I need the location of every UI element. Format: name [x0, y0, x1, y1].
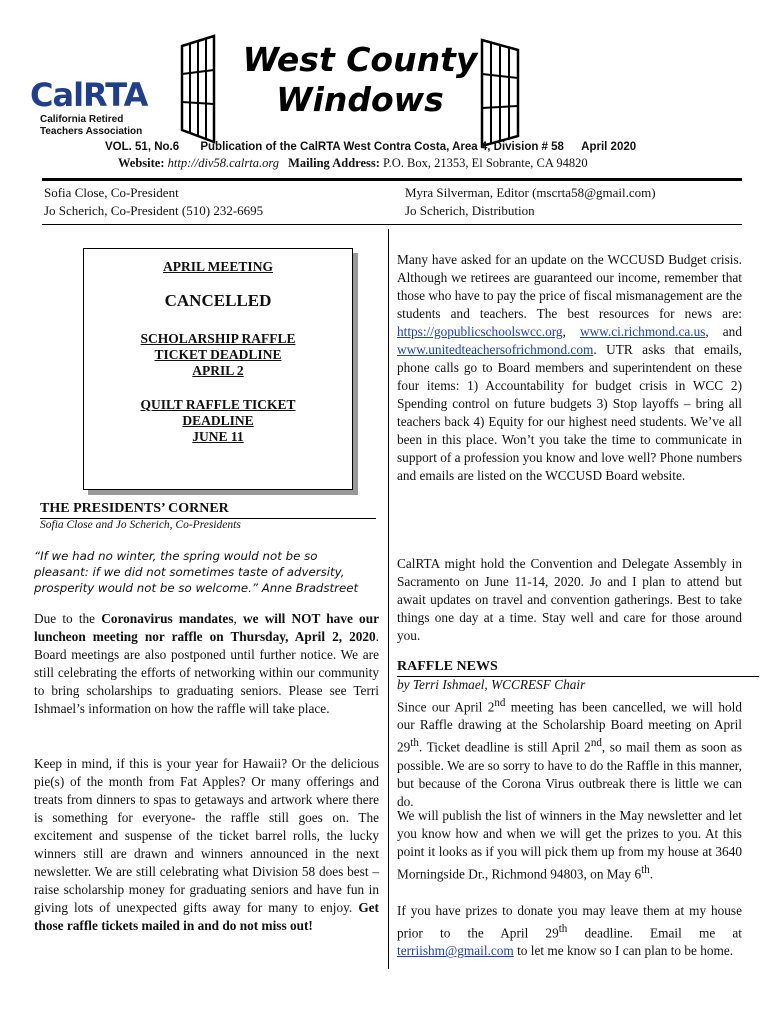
logo-name: CalRTA	[30, 76, 148, 114]
mailing-label: Mailing Address:	[288, 156, 380, 170]
quote-line-1: “If we had no winter, the spring would not be so	[34, 549, 318, 563]
window-left-icon	[180, 34, 216, 144]
email-link[interactable]: terriishm@gmail.com	[397, 943, 514, 959]
logo-subtitle-1: California Retired	[40, 114, 124, 125]
presidents-corner-heading: THE PRESIDENTS’ CORNER	[40, 501, 229, 516]
website-link[interactable]: http://div58.calrta.org	[167, 156, 279, 170]
presidents-byline: Sofia Close and Jo Scherich, Co-Presidents	[40, 519, 241, 531]
header-rule	[42, 178, 742, 181]
presidents-paragraph-2: Keep in mind, if this is your year for Hawaii? Or the delicious pie(s) of the month from Fat Apples? Or many offerings and treats from dinners to spas to getaways and artwork where there is something for everyone- the raffle still goes on. The excitement and suspense of the ticket barrel rolls, the lucky winners still are drawn and winners announced in the next newsletter. We are still celebrating what Division 58 does best – raise scholarship money for graduating seniors and have fun in giving lots of unexpected gifts away for many to enjoy. Get those raffle tickets mailed in and do not miss out!	[34, 756, 379, 933]
raffle-paragraph-3: If you have prizes to donate you may leave them at my house prior to the April 29th deadline. Email me at terriishm@gmail.com to let me know so I can plan to be home.	[397, 903, 742, 959]
title-line-1: West County	[242, 40, 478, 79]
quilt-raffle-line-3: JUNE 11	[192, 429, 244, 444]
title-line-2: Windows	[276, 80, 444, 119]
volume-line	[105, 141, 636, 153]
budget-paragraph: Many have asked for an update on the WCCUSD Budget crisis. Although we retirees are guaranteed our income, remember that those who have to pay the price of fiscal mismanagement are the students and teachers. The best resources for news are: https://gopublicschoolswcc.org, www.ci.richmond.ca.us, and www.unitedteachersofrichmond.com. UTR asks that emails, phone calls go to Board members and superintendent on these four items: 1) Accountability for budget crisis in WCC 2) Spending control on future budgets 3) Stop layoffs – bring all teachers back 4) Equity for our highest need students. We’ve all been in this place. Won’t you take the time to communicate in support of a profession you know and love well? Phone numbers and emails are listed on the WCCUSD Board website.	[397, 252, 742, 483]
link-gopublicschools[interactable]: https://gopublicschoolswcc.org	[397, 324, 563, 339]
link-richmond[interactable]: www.ci.richmond.ca.us	[579, 324, 706, 339]
staff-co-president-1: Sofia Close, Co-President	[44, 185, 179, 200]
raffle-paragraph-1: Since our April 2nd meeting has been cancelled, we will hold our Raffle drawing at the Scholarship Board meeting on April 29th. Ticket deadline is still April 2nd, so mail them as soon as possible. We are so sorry to have to do the Raffle in this manner, but because of the Corona Virus outbreak there is little we can do.	[397, 697, 742, 809]
staff-distribution: Jo Scherich, Distribution	[405, 203, 535, 218]
website-label: Website:	[118, 156, 165, 170]
quilt-raffle-line-2: DEADLINE	[182, 413, 254, 428]
publication-info: Publication of the CalRTA West Contra Costa, Area 4, Division # 58	[200, 141, 564, 153]
scholarship-raffle-line-2: TICKET DEADLINE	[154, 347, 282, 362]
logo-subtitle-2: Teachers Association	[40, 126, 143, 137]
raffle-byline: by Terri Ishmael, WCCRESF Chair	[397, 677, 586, 692]
quote-line-2: pleasant: if we did not sometimes taste of adversity,	[34, 565, 345, 579]
staff-rule	[42, 224, 742, 225]
staff-editor: Myra Silverman, Editor (mscrta58@gmail.com)	[405, 185, 656, 200]
column-divider	[388, 229, 389, 969]
convention-paragraph: CalRTA might hold the Convention and Delegate Assembly in Sacramento on June 11-14, 2020. Jo and I plan to attend but await updates on travel and convention gatherings. Best to take things one day at a time. Stay well and care for those around you.	[397, 556, 742, 643]
raffle-news-heading: RAFFLE NEWS	[397, 659, 498, 674]
announcement-box	[83, 248, 353, 490]
volume-number: VOL. 51, No.6	[105, 141, 180, 153]
cancelled-label: CANCELLED	[164, 291, 272, 310]
newsletter-title	[215, 40, 505, 120]
quilt-raffle-line-1: QUILT RAFFLE TICKET	[140, 397, 296, 412]
raffle-paragraph-2: We will publish the list of winners in the May newsletter and let you know how and when we will get the prizes to you. At this point it looks as if you will pick them up from my house at 3640 Morningside Dr., Richmond 94803, on May 6th.	[397, 808, 742, 882]
presidents-paragraph-1: Due to the Coronavirus mandates, we will NOT have our luncheon meeting nor raffle on Thursday, April 2, 2020. Board meetings are also postponed until further notice. We are still celebrating the efforts of networking within our community to bring scholarships to graduating seniors. Please see Terri Ishmael’s information on how the raffle will take place.	[34, 611, 379, 716]
website-line	[118, 156, 588, 171]
april-meeting-heading: APRIL MEETING	[163, 259, 273, 274]
staff-left	[44, 184, 263, 220]
mailing-address: P.O. Box, 21353, El Sobrante, CA 94820	[383, 156, 588, 170]
link-utr[interactable]: www.unitedteachersofrichmond.com	[397, 342, 594, 357]
issue-date: April 2020	[581, 141, 637, 153]
calrta-logo	[30, 76, 180, 138]
scholarship-raffle-line-1: SCHOLARSHIP RAFFLE	[140, 331, 296, 346]
staff-co-president-2: Jo Scherich, Co-President (510) 232-6695	[44, 203, 264, 218]
quote-line-3: prosperity would not be so welcome.” Anne Bradstreet	[34, 581, 359, 595]
staff-right	[405, 184, 656, 220]
quote	[34, 548, 358, 596]
scholarship-raffle-line-3: APRIL 2	[192, 363, 244, 378]
